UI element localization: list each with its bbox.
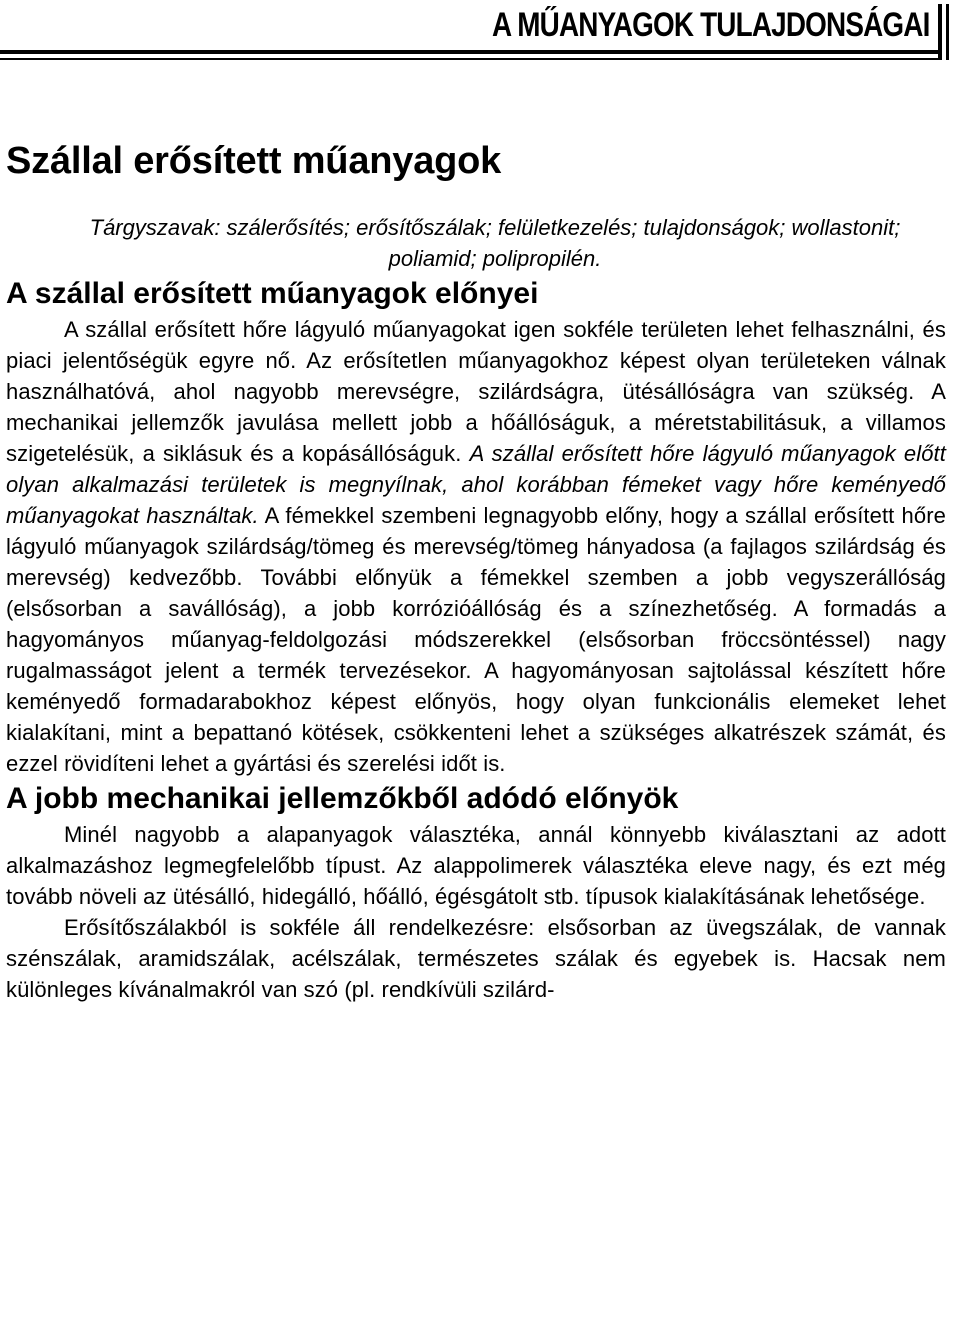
header-rule-thick	[0, 50, 942, 54]
article-title: Szállal erősített műanyagok	[6, 140, 502, 182]
paragraph-italic-text: A szállal erősített hőre lágyuló műanyagok előtt olyan alkalmazási területek is megnyílnak, ahol korábban fémeket vagy hőre keményedő műanyagokat használtak.	[6, 441, 946, 528]
header-vertical-bars	[938, 4, 952, 60]
section-heading-mechanical: A jobb mechanikai jellemzőkből adódó előnyök	[6, 782, 679, 815]
header-bar-thick	[938, 4, 942, 60]
running-title: A MŰANYAGOK TULAJDONSÁGAI	[492, 6, 930, 44]
header-bar-thin	[946, 4, 949, 60]
running-header	[0, 0, 960, 64]
section-heading-advantages: A szállal erősített műanyagok előnyei	[6, 277, 539, 310]
section1-paragraph	[6, 314, 946, 779]
section2-paragraph-1: Minél nagyobb a alapanyagok választéka, annál könnyebb kiválasztani az adott alkalmazáshoz legmegfelelőbb típust. Az alappolimerek választéka eleve nagy, és ezt még tovább növeli az ütésálló, hidegálló, hőálló, égésgátolt stb. típusok kialakításának lehetősége.	[6, 822, 946, 909]
paragraph-text: A szállal erősített hőre lágyuló műanyagokat igen sokféle területen lehet felhasználni, és piaci jelentőségük egyre nő. Az erősítetlen műanyagokhoz képest olyan területeken válnak használhatóvá, ahol nagyobb merevségre, szilárdságra, ütésállóságra van szükség. A mechanikai jellemzők javulása mellett jobb a hőállóságuk, a méretstabilitásuk, a villamos szigetelésük, a siklásuk és a kopásállóságuk.	[6, 317, 946, 466]
page-content	[6, 134, 946, 1005]
section2-paragraph-2: Erősítőszálakból is sokféle áll rendelkezésre: elsősorban az üvegszálak, de vannak szénszálak, aramidszálak, acélszálak, természetes szálak és egyebek is. Hacsak nem különleges kívánalmakról van szó (pl. rendkívüli szilárd-	[6, 915, 946, 1002]
keywords: Tárgyszavak: szálerősítés; erősítőszálak; felületkezelés; tulajdonságok; wollastonit; poliamid; polipropilén.	[89, 215, 901, 271]
header-rule-thin	[0, 58, 942, 60]
paragraph-text: A fémekkel szembeni legnagyobb előny, hogy a szállal erősített hőre lágyuló műanyagok szilárdság/tömeg és merevség/tömeg hányadosa (a fajlagos szilárdság és merevség) kedvezőbb. További előnyük a fémekkel szemben a jobb vegyszerállóság (elsősorban a savállóság), a jobb korrózióállóság és a színezhetőség. A formadás a hagyományos műanyag-feldolgozási módszerekkel (elsősorban fröccsöntéssel) nagy rugalmasságot jelent a termék tervezésekor. A hagyományosan sajtolással készített hőre keményedő formadarabokhoz képest előnyös, hogy olyan funkcionális elemeket lehet kialakítani, mint a bepattanó kötések, csökkenteni lehet a szükséges alkatrészek számát, és ezzel rövidíteni lehet a gyártási és szerelési időt is.	[6, 503, 946, 776]
